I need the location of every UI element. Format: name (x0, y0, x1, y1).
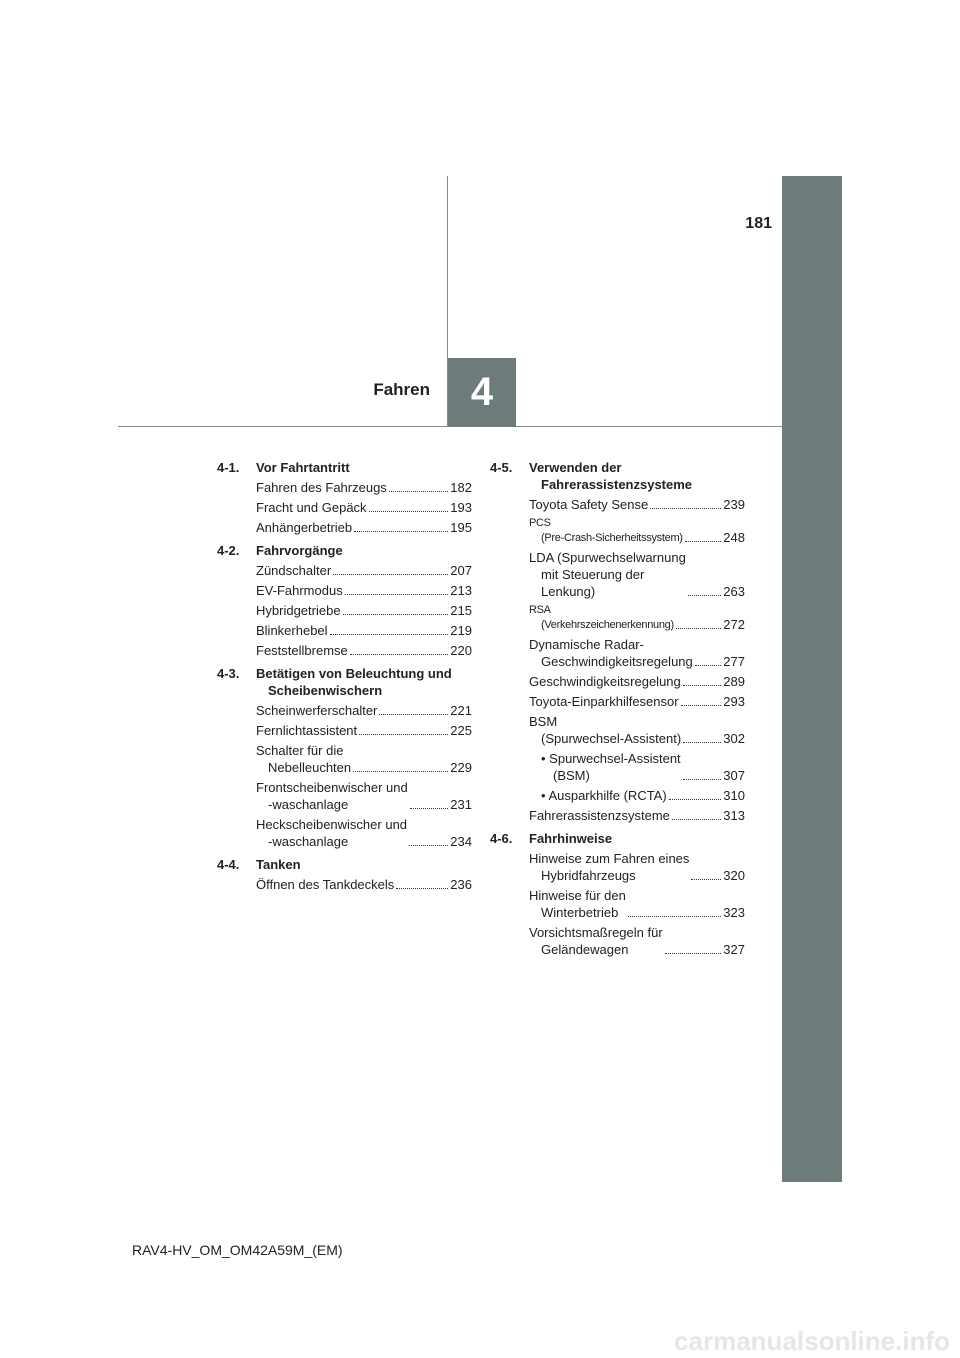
entry-label: Frontscheibenwischer und -waschanlage (256, 780, 408, 812)
watermark (540, 1326, 960, 1358)
chapter-side-tab (782, 176, 842, 1182)
section-title: Fahrhinweise (529, 831, 613, 846)
entry-label: Feststellbremse (256, 643, 348, 658)
toc-entry[interactable] (256, 479, 472, 496)
entry-page-number: 289 (723, 674, 745, 689)
entry-page-number: 293 (723, 694, 745, 709)
section-number: 4-2. (217, 543, 240, 558)
dot-leader (369, 511, 449, 512)
entry-label: Öffnen des Tankdeckels (256, 877, 395, 892)
dot-leader (683, 779, 722, 780)
toc-entry[interactable] (256, 562, 472, 579)
toc-entry[interactable] (529, 516, 745, 546)
toc-section-heading[interactable] (490, 830, 745, 847)
footer-document-code: RAV4-HV_OM_OM42A59M_(EM) (132, 1242, 343, 1258)
entry-label: • Spurwechsel-Assistent (BSM) (541, 751, 681, 783)
toc-entry[interactable] (529, 924, 745, 958)
entry-label: Fracht und Gepäck (256, 500, 367, 515)
toc-entry[interactable] (256, 702, 472, 719)
toc-section (490, 459, 745, 824)
dot-leader (396, 888, 448, 889)
entry-label: Anhängerbetrieb (256, 520, 353, 535)
section-number: 4-6. (490, 831, 513, 846)
section-number: 4-3. (217, 666, 240, 681)
entry-page-number: 302 (723, 731, 745, 746)
toc-entry[interactable] (541, 787, 745, 804)
entry-label: Fahren des Fahrzeugs (256, 480, 387, 495)
dot-leader (345, 594, 449, 595)
entry-page-number: 277 (723, 654, 745, 669)
dot-leader (389, 491, 449, 492)
toc-section-heading[interactable] (490, 459, 745, 493)
entry-label: Hinweise für den Winterbetrieb (529, 888, 626, 920)
dot-leader (691, 879, 721, 880)
toc-entry[interactable] (529, 713, 745, 747)
entry-page-number: 221 (450, 703, 472, 718)
dot-leader (409, 845, 448, 846)
entry-page-number: 236 (450, 877, 472, 892)
entry-label: Fernlichtassistent (256, 723, 358, 738)
entry-page-number: 272 (723, 617, 745, 632)
entry-page-number: 182 (450, 480, 472, 495)
dot-leader (350, 654, 449, 655)
toc-section (217, 542, 472, 659)
dot-leader (672, 819, 721, 820)
entry-label: PCS (Pre-Crash-Sicherheitssystem) (529, 517, 683, 544)
entry-page-number: 239 (723, 497, 745, 512)
toc-entry[interactable] (256, 602, 472, 619)
entry-page-number: 307 (723, 768, 745, 783)
section-number: 4-4. (217, 857, 240, 872)
toc-entry[interactable] (256, 519, 472, 536)
entry-label: Vorsichtsmaßregeln für Geländewagen (529, 925, 663, 957)
chapter-number-box (448, 358, 516, 427)
dot-leader (330, 634, 449, 635)
entry-label: Geschwindigkeitsregelung (529, 674, 681, 689)
dot-leader (333, 574, 448, 575)
toc-entry[interactable] (256, 499, 472, 516)
toc-entry[interactable] (256, 876, 472, 893)
toc-section (217, 459, 472, 536)
entry-label: Hybridgetriebe (256, 603, 341, 618)
dot-leader (343, 614, 449, 615)
entry-page-number: 195 (450, 520, 472, 535)
entry-page-number: 263 (723, 584, 745, 599)
entry-page-number: 193 (450, 500, 472, 515)
section-number: 4-5. (490, 460, 513, 475)
entry-page-number: 213 (450, 583, 472, 598)
toc-entry[interactable] (256, 622, 472, 639)
entry-page-number: 320 (723, 868, 745, 883)
section-number: 4-1. (217, 460, 240, 475)
entry-label: • Ausparkhilfe (RCTA) (541, 788, 667, 803)
entry-label: EV-Fahrmodus (256, 583, 343, 598)
entry-label: Toyota Safety Sense (529, 497, 649, 512)
chapter-number: 4 (470, 370, 494, 414)
dot-leader (354, 531, 448, 532)
toc-entry[interactable] (256, 642, 472, 659)
entry-label: BSM (Spurwechsel-Assistent) (529, 714, 682, 746)
dot-leader (688, 595, 721, 596)
dot-leader (695, 665, 722, 666)
toc-entry[interactable] (256, 582, 472, 599)
dot-leader (650, 508, 721, 509)
watermark-text: carmanualsonline.info (674, 1326, 950, 1356)
dot-leader (410, 808, 449, 809)
dot-leader (685, 541, 722, 542)
entry-page-number: 231 (450, 797, 472, 812)
toc-entry[interactable] (529, 693, 745, 710)
dot-leader (669, 799, 722, 800)
dot-leader (683, 685, 722, 686)
toc-entry[interactable] (256, 779, 472, 813)
dot-leader (676, 628, 721, 629)
entry-page-number: 207 (450, 563, 472, 578)
entry-page-number: 313 (723, 808, 745, 823)
toc-section-heading[interactable] (217, 665, 472, 699)
dot-leader (379, 714, 448, 715)
section-title: Betätigen von Beleuchtung und Scheibenwischern (256, 666, 452, 698)
entry-page-number: 219 (450, 623, 472, 638)
entry-label: Toyota-Einparkhilfesensor (529, 694, 679, 709)
dot-leader (683, 742, 721, 743)
dot-leader (628, 916, 721, 917)
section-title: Vor Fahrtantritt (256, 460, 350, 475)
toc-entry[interactable] (529, 850, 745, 884)
entry-page-number: 310 (723, 788, 745, 803)
entry-label: RSA (Verkehrszeichenerkennung) (529, 604, 674, 631)
dot-leader (681, 705, 722, 706)
entry-label: Zündschalter (256, 563, 332, 578)
toc-entry[interactable] (529, 603, 745, 633)
dot-leader (665, 953, 722, 954)
entry-page-number: 234 (450, 834, 472, 849)
dot-leader (359, 734, 448, 735)
entry-label: Heckscheibenwischer und -waschanlage (256, 817, 408, 849)
toc-entry[interactable] (256, 816, 472, 850)
section-title: Tanken (256, 857, 301, 872)
entry-page-number: 229 (450, 760, 472, 775)
toc-entry[interactable] (529, 636, 745, 670)
toc-section (217, 665, 472, 850)
entry-label: Fahrerassistenzsysteme (529, 808, 670, 823)
entry-label: Hinweise zum Fahren eines Hybridfahrzeugs (529, 851, 690, 883)
toc-right-column (490, 459, 745, 964)
toc-entry[interactable] (529, 549, 745, 600)
toc-entry[interactable] (529, 673, 745, 690)
entry-page-number: 248 (723, 530, 745, 545)
entry-page-number: 215 (450, 603, 472, 618)
toc-entry[interactable] (256, 742, 472, 776)
entry-page-number: 225 (450, 723, 472, 738)
toc-entry[interactable] (541, 750, 745, 784)
entry-label: Scheinwerferschalter (256, 703, 378, 718)
section-title: Verwenden der Fahrerassistenzsysteme (529, 460, 693, 492)
toc-left-column (217, 459, 472, 899)
toc-entry[interactable] (529, 496, 745, 513)
entry-label: LDA (Spurwechselwarnung mit Steuerung der Lenkung) (529, 550, 686, 599)
toc-section-heading[interactable] (217, 459, 472, 476)
toc-entry[interactable] (529, 887, 745, 921)
entry-page-number: 220 (450, 643, 472, 658)
entry-page-number: 327 (723, 942, 745, 957)
chapter-title: Fahren (373, 380, 430, 399)
entry-page-number: 323 (723, 905, 745, 920)
section-title: Fahrvorgänge (256, 543, 343, 558)
toc-entry[interactable] (256, 722, 472, 739)
toc-section-heading[interactable] (217, 542, 472, 559)
toc-section-heading[interactable] (217, 856, 472, 873)
dot-leader (353, 771, 448, 772)
watermark-logo (540, 1326, 960, 1358)
page-number: 181 (745, 215, 772, 232)
toc-section (217, 856, 472, 893)
toc-entry[interactable] (529, 807, 745, 824)
entry-label: Schalter für die Nebelleuchten (256, 743, 352, 775)
toc-section (490, 830, 745, 958)
entry-label: Dynamische Radar- Geschwindigkeitsregelung (529, 637, 693, 669)
entry-label: Blinkerhebel (256, 623, 328, 638)
